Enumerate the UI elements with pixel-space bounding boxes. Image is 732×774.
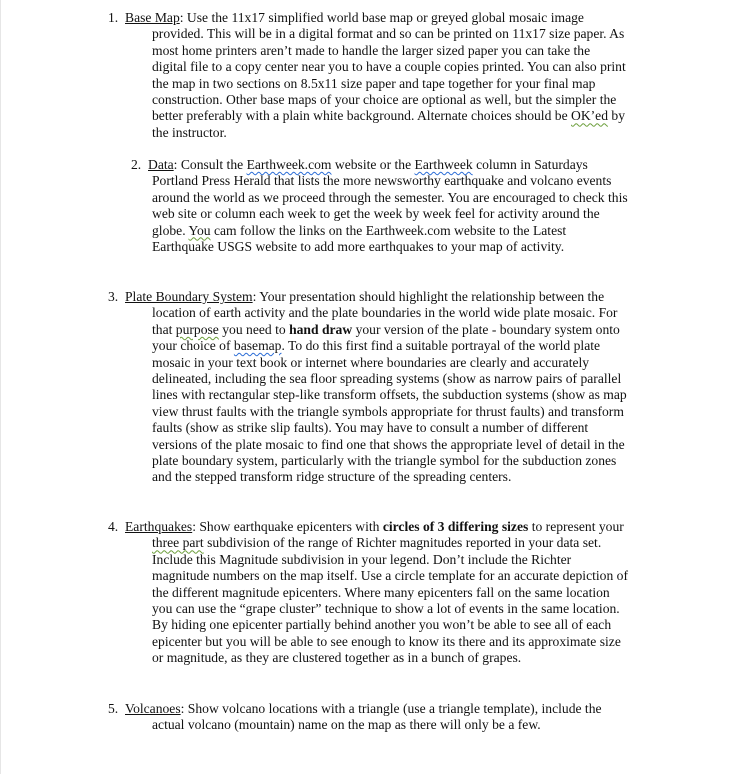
item-text: : Use the 11x17 simplified world base map or greyed global mosaic image provided. This will be in a digital format and so can be printed on 11x17 size paper. As most home printers aren’t made to handle the larger sized paper you can take the digital file to a copy center near you to have a couple copies printed. You can also print the map in two sections on 8.5x11 size paper and tape together for your final map construction. Other base maps of your choice are optional as well, but the simpler the better preferably with a plain white background. Alternate choices should be	[152, 10, 626, 124]
item-paragraph	[131, 157, 628, 255]
item-number: 4.	[108, 519, 119, 534]
flagged-word: Earthweek.com	[246, 157, 332, 172]
item-text: subdivision of the range of Richter magnitudes reported in your data set. Include this Magnitude subdivision in your legend. Don’t include the Richter magnitude numbers on the map itself. Use a circle template for an accurate depiction of the different magnitude epicenters. Where many epicenters fall on the same location you can use the “grape cluster” technique to show a lot of events in the same location. By hiding one epicenter partially behind another you won’t be able to see all of each epicenter but you will be able to see enough to know its there and its approximate size or magnitude, as they are clustered together as in a bunch of grapes.	[152, 535, 628, 666]
item-number: 5.	[108, 701, 119, 716]
flagged-word: OK’ed	[571, 108, 608, 124]
item-paragraph	[108, 701, 628, 734]
item-text: by the instructor.	[152, 108, 625, 140]
item-title: Data	[148, 157, 174, 172]
item-earthquakes	[108, 519, 628, 667]
item-data	[131, 157, 628, 255]
flagged-word: basemap	[233, 338, 282, 354]
item-number: 3.	[108, 289, 119, 304]
item-text: : Show earthquake epicenters with	[192, 519, 383, 534]
page-edge	[0, 0, 1, 774]
item-text: : Consult the	[173, 157, 247, 172]
item-title: Earthquakes	[125, 519, 193, 534]
flagged-word: three part	[152, 535, 204, 551]
item-paragraph	[108, 519, 628, 667]
item-text: your version of the plate - boundary system onto your choice of	[152, 321, 620, 354]
flagged-word: Earthweek	[414, 157, 473, 172]
item-text: to represent your	[528, 519, 624, 534]
bold-phrase: circles of 3 differing sizes	[382, 519, 529, 534]
item-volcanoes	[108, 701, 628, 734]
item-paragraph	[108, 289, 628, 486]
item-paragraph	[108, 10, 628, 141]
item-text: : Your presentation should highlight the relationship between the location of earth activity and the plate boundaries in the world wide plate mosaic. For that	[152, 289, 618, 337]
item-text: website or the	[331, 157, 415, 172]
item-title: Volcanoes	[125, 701, 181, 716]
flagged-word: You	[188, 222, 211, 238]
item-plate-boundary-system	[108, 289, 628, 486]
item-title: Plate Boundary System	[125, 289, 253, 304]
item-number: 2.	[131, 157, 142, 172]
item-text: . To do this first find a suitable portrayal of the world plate mosaic in your text book or internet where boundaries are clearly and accurately delineated, including the sea floor spreading systems (show as narrow pairs of parallel lines with rectangular step-like transform offsets, the subduction systems (show as map view thrust faults with the triangle symbols appropriate for thrust faults) and transform faults (show as strike slip faults). You may have to consult a number of different versions of the plate mosaic to find one that shows the appropriate level of detail in the plate boundary system, particularly with the triangle symbol for the subduction zones and the stepped transform ridge structure of the spreading centers.	[152, 338, 627, 485]
item-number: 1.	[108, 10, 119, 25]
item-text: : Show volcano locations with a triangle (use a triangle template), include the actual volcano (mountain) name on the map as there will only be a few.	[152, 701, 602, 733]
item-text: column in Saturdays Portland Press Herald that lists the more newsworthy earthquake and volcano events around the world as we proceed through the semester. You are encouraged to check this web site or column each week to get the week by week feel for activity around the globe.	[152, 157, 628, 238]
item-title: Base Map	[125, 10, 180, 25]
item-text: cam follow the links on the Earthweek.com website to the Latest Earthquake USGS website to add more earthquakes to your map of activity.	[152, 222, 567, 255]
flagged-word: purpose	[175, 321, 219, 337]
item-text: you need to	[218, 321, 290, 337]
bold-phrase: hand draw	[289, 321, 353, 337]
item-base-map	[108, 10, 628, 141]
